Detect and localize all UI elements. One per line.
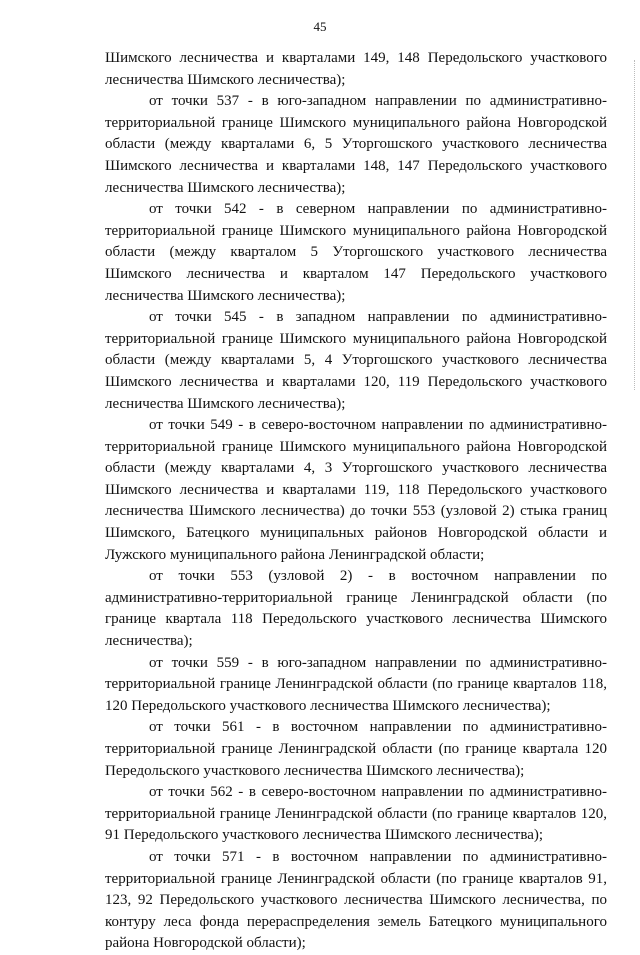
- paragraph-point-549: от точки 549 - в северо-восточном направлении по административно-территориальной границе Шимского муниципального района Новгородской области (между кварталами 4, 3 Уторгошского участкового лесничества Шимского лесничества и кварталами 119, 118 Передольского участкового лесничества Шимского лесничества) до точки 553 (узловой 2) стыка границ Шимского, Батецкого муниципальных районов Новгородской области и Лужского муниципального района Ленинградской области;: [105, 417, 607, 563]
- paragraph-point-545: от точки 545 - в западном направлении по административно-территориальной границе Шимского муниципального района Новгородской области (между кварталами 5, 4 Уторгошского участкового лесничества Шимского лесничества и кварталами 120, 119 Передольского участкового лесничества Шимского лесничества);: [105, 309, 607, 412]
- paragraph-point-562: от точки 562 - в северо-восточном направлении по административно-территориальной границе Ленинградской области (по границе кварталов 120, 91 Передольского участкового лесничества Шимского лесничества);: [105, 784, 607, 844]
- document-body: [105, 48, 607, 955]
- paragraph-point-561: от точки 561 - в восточном направлении по административно-территориальной границе Ленинградской области (по границе квартала 120 Передольского участкового лесничества Шимского лесничества);: [105, 719, 607, 779]
- paragraph-point-559: от точки 559 - в юго-западном направлении по административно-территориальной границе Ленинградской области (по границе кварталов 118, 120 Передольского участкового лесничества Шимского лесничества);: [105, 654, 607, 714]
- paragraph-continuation: Шимского лесничества и кварталами 149, 148 Передольского участкового лесничества Шимского лесничества);: [105, 50, 607, 88]
- page-number: 45: [313, 19, 327, 34]
- paragraph-point-553: от точки 553 (узловой 2) - в восточном направлении по административно-территориальной границе Ленинградской области (по границе квартала 118 Передольского участкового лесничества Шимского лесничества);: [105, 568, 607, 650]
- margin-stamp-mark: [634, 60, 638, 390]
- paragraph-point-537: от точки 537 - в юго-западном направлении по административно-территориальной границе Шимского муниципального района Новгородской области (между кварталами 6, 5 Уторгошского участкового лесничества Шимского лесничества и кварталами 148, 147 Передольского участкового лесничества Шимского лесничества);: [105, 93, 607, 196]
- paragraph-point-542: от точки 542 - в северном направлении по административно-территориальной границе Шимского муниципального района Новгородской области (между кварталом 5 Уторгошского участкового лесничества Шимского лесничества и кварталом 147 Передольского участкового лесничества Шимского лесничества);: [105, 201, 607, 304]
- paragraph-point-571: от точки 571 - в восточном направлении по административно-территориальной границе Ленинградской области (по границе кварталов 91, 123, 92 Передольского участкового лесничества Шимского лесничества, по контуру леса фонда перераспределения земель Батецкого муниципального района Новгородской области);: [105, 848, 607, 952]
